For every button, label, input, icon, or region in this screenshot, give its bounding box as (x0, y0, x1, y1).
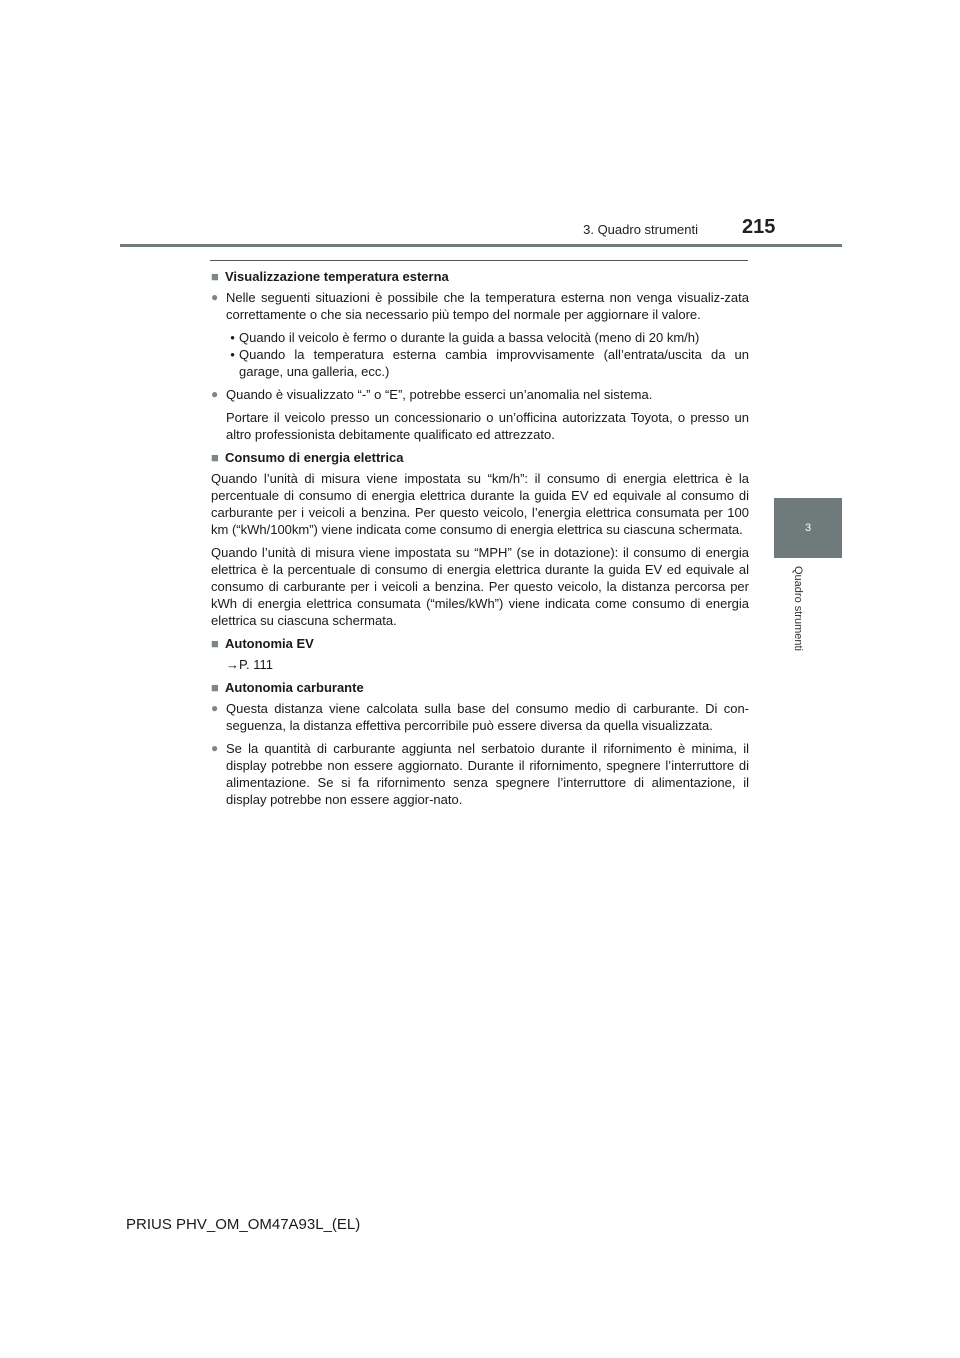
page-content (211, 268, 749, 814)
chapter-tab-label: Quadro strumenti (792, 566, 804, 651)
circle-bullet-icon: ● (211, 741, 219, 755)
header-rule (120, 244, 842, 247)
section-heading (211, 635, 749, 652)
square-bullet-icon: ■ (211, 680, 219, 695)
square-bullet-icon: ■ (211, 450, 219, 465)
heading-text: Autonomia EV (225, 636, 314, 651)
section-heading (211, 268, 749, 285)
heading-text: Consumo di energia elettrica (225, 450, 404, 465)
section-fuel-range (211, 679, 749, 808)
document-code: PRIUS PHV_OM_OM47A93L_(EL) (126, 1216, 361, 1233)
square-bullet-icon: ■ (211, 636, 219, 651)
section-heading (211, 679, 749, 696)
content-rule (210, 260, 748, 261)
dot-bullet-icon: • (230, 330, 235, 345)
bullet-text: Nelle seguenti situazioni è possibile che la temperatura esterna non venga visualiz-zata correttamente o che sia necessario più tempo del normale per aggiornare il valore. (226, 290, 749, 322)
square-bullet-icon: ■ (211, 269, 219, 284)
section-consumption (211, 449, 749, 629)
section-heading (211, 449, 749, 466)
section-temperature (211, 268, 749, 443)
page-reference: →P. 111 (226, 657, 273, 672)
sub-item (226, 329, 749, 346)
circle-bullet-icon: ● (211, 387, 219, 401)
bullet-text: Quando è visualizzato “-” o “E”, potrebbe esserci un’anomalia nel sistema. (226, 387, 653, 402)
paragraph: Quando l’unità di misura viene impostata su “MPH” (se in dotazione): il consumo di energia elettrica è la percentuale di consumo di energia elettrica durante la guida EV ed equivale al consumo di carburante per i veicoli a benzina. Per questo veicolo, la distanza percorsa per kWh di energia elettrica consumata (“miles/kWh”) viene indicata come consumo di energia elettrica su ciascuna schermata. (211, 545, 749, 628)
dot-bullet-icon: • (230, 347, 235, 362)
paragraph: Quando l’unità di misura viene impostata su “km/h”: il consumo di energia elettrica è la percentuale di consumo di energia elettrica durante la guida EV ed equivale al consumo di carburante per i veicoli a benzina. Per questo veicolo, l’energia elettrica consumata per 100 km (“kWh/100km”) viene indicata come consumo di energia elettrica su ciascuna schermata. (211, 471, 749, 537)
bullet-note: Portare il veicolo presso un concessionario o un’officina autorizzata Toyota, o presso un altro professionista debitamente qualificato ed attrezzato. (226, 410, 749, 442)
section-ev-range (211, 635, 749, 673)
bullet-text: Questa distanza viene calcolata sulla base del consumo medio di carburante. Di con-seguenza, la distanza effettiva percorribile può essere diversa da quella visualizzata. (226, 701, 749, 733)
bullet-item (211, 700, 749, 734)
bullet-item (211, 289, 749, 323)
chapter-tab: 3 (774, 498, 842, 558)
circle-bullet-icon: ● (211, 290, 219, 304)
page-number: 215 (742, 216, 776, 238)
circle-bullet-icon: ● (211, 701, 219, 715)
sub-text: Quando la temperatura esterna cambia improvvisamente (all’entrata/uscita da un garage, una galleria, ecc.) (239, 347, 749, 379)
sub-item (226, 346, 749, 380)
sub-text: Quando il veicolo è fermo o durante la guida a bassa velocità (meno di 20 km/h) (239, 330, 700, 345)
bullet-item (211, 740, 749, 808)
bullet-item (211, 386, 749, 403)
heading-text: Visualizzazione temperatura esterna (225, 269, 449, 284)
heading-text: Autonomia carburante (225, 680, 364, 695)
chapter-title: 3. Quadro strumenti (583, 222, 698, 237)
bullet-text: Se la quantità di carburante aggiunta nel serbatoio durante il rifornimento è minima, il display potrebbe non essere aggiornato. Durante il rifornimento, spegnere l’interruttore di alimentazione. Se si fa rifornimento senza spegnere l’interruttore di alimentazione, il display potrebbe non essere aggior-nato. (226, 741, 749, 807)
